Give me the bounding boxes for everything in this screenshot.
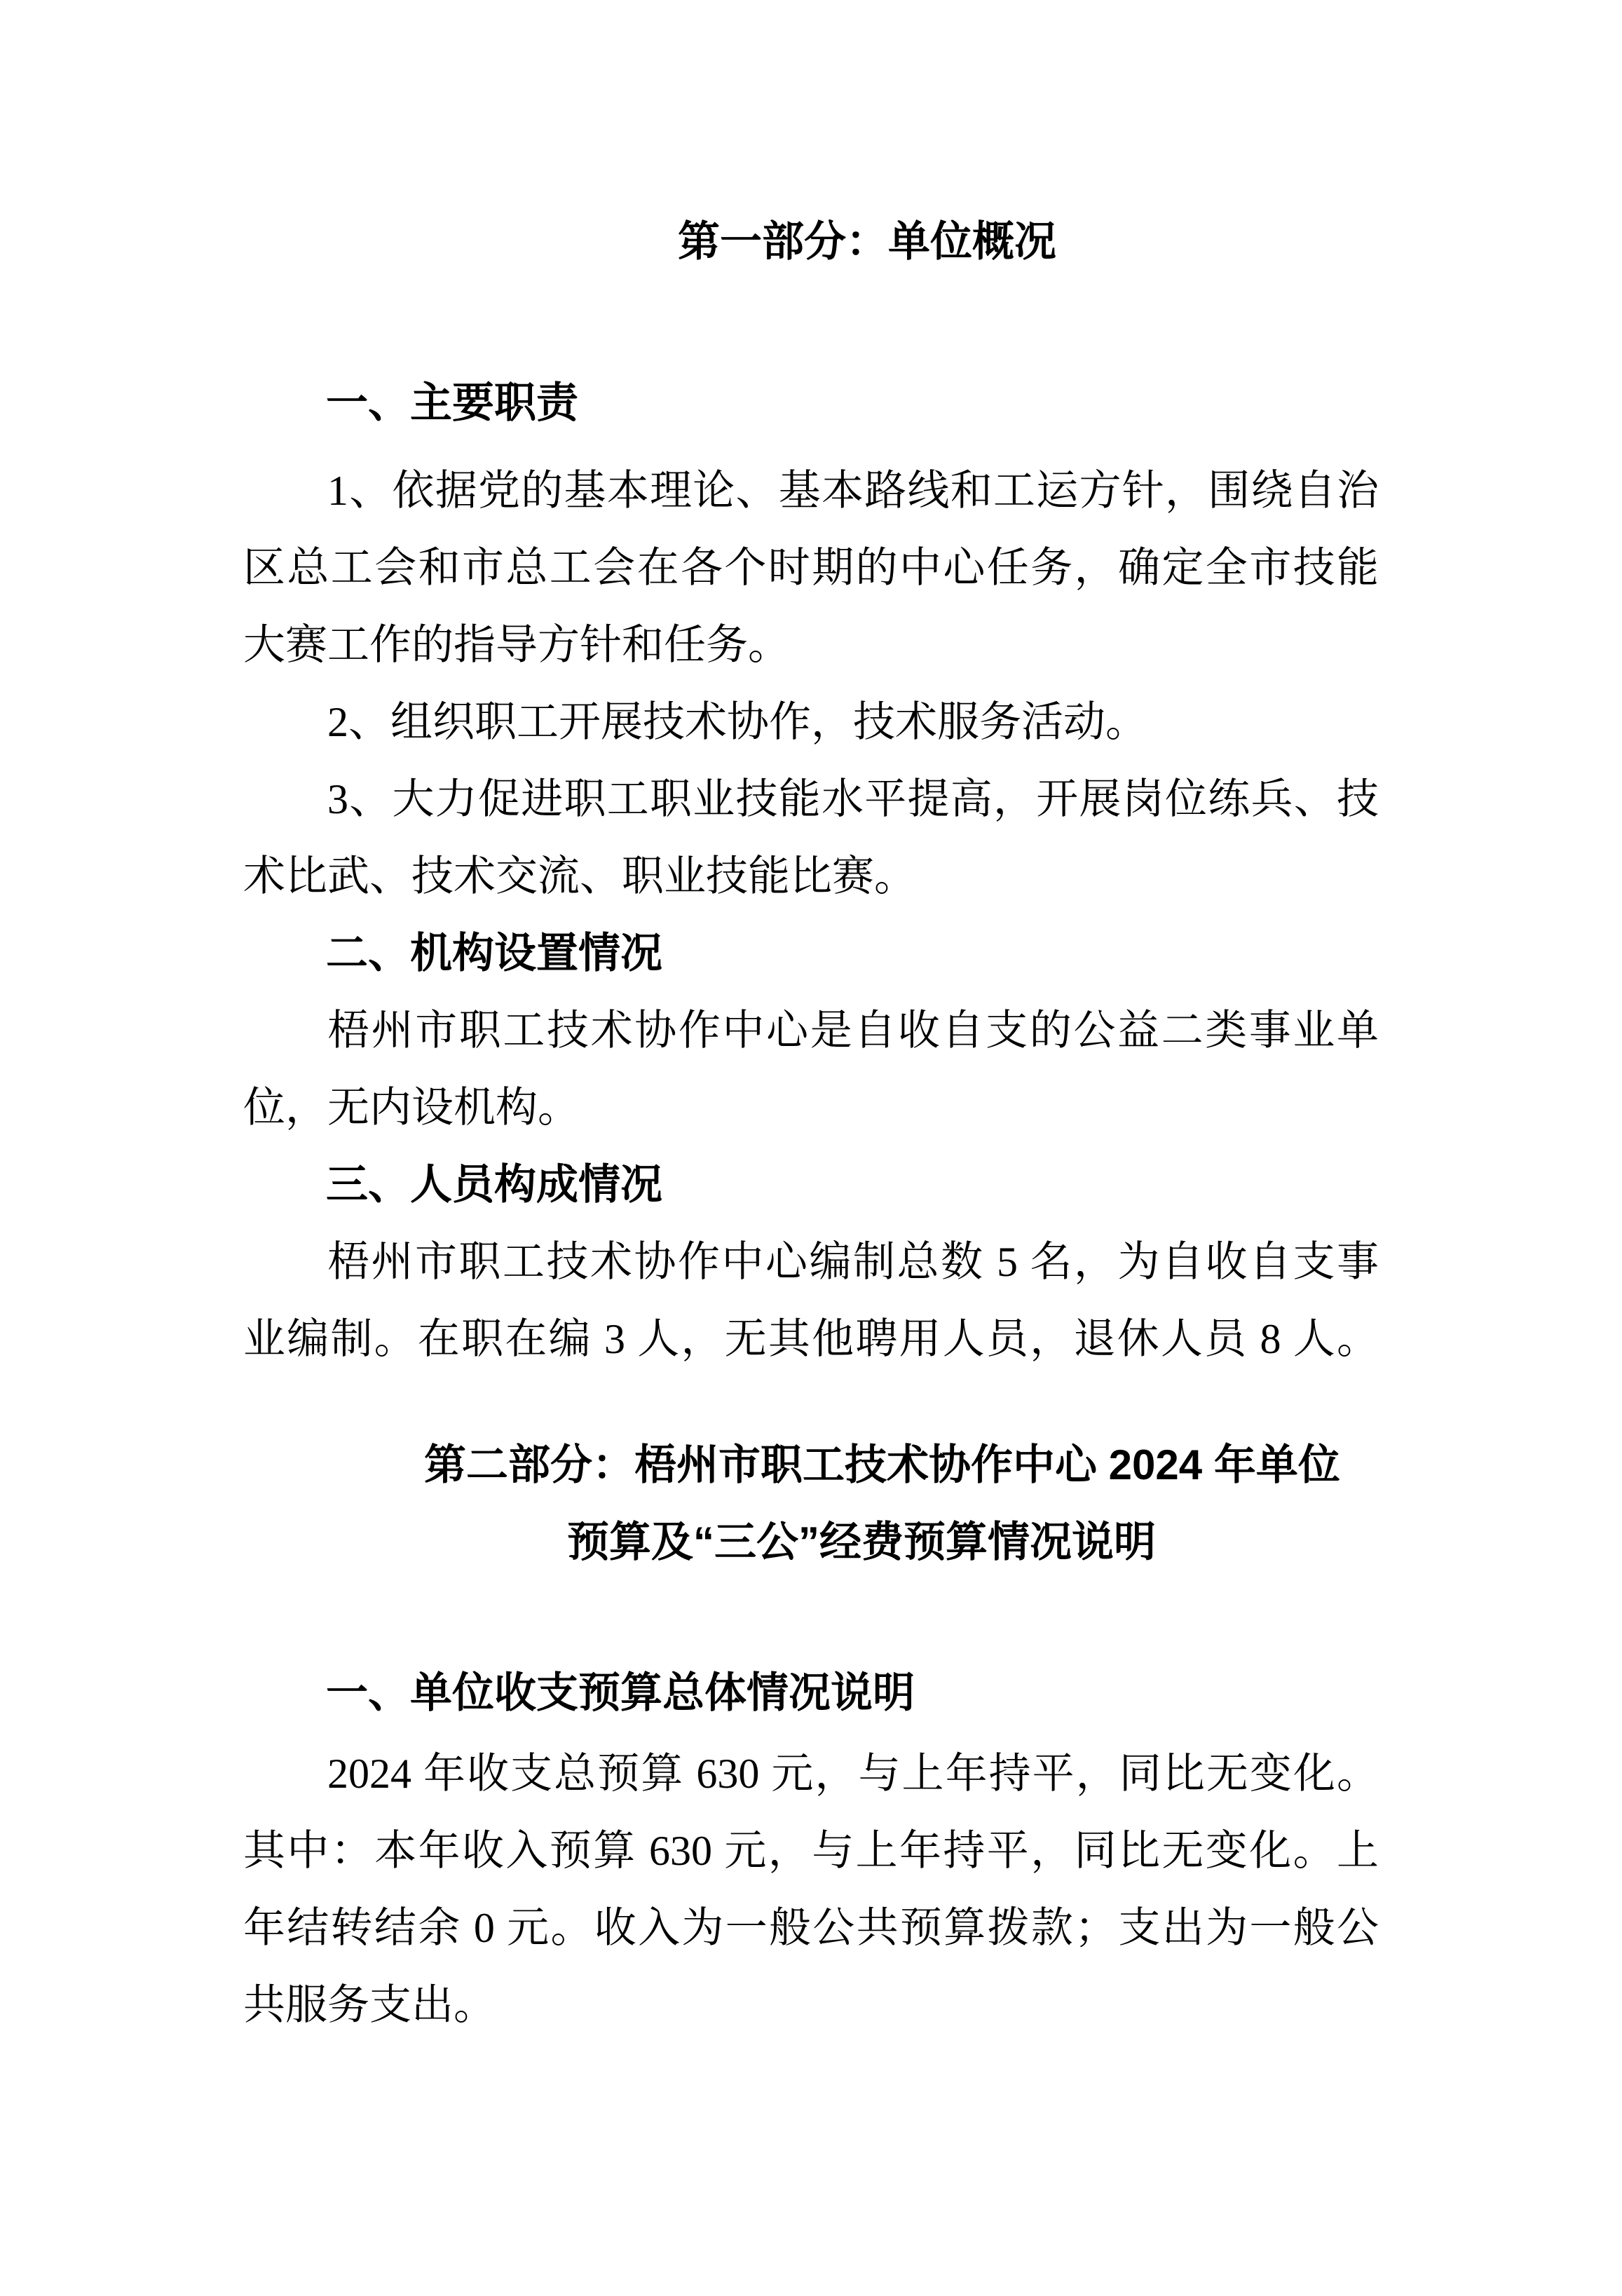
text-line: 位，无内设机构。 (243, 1085, 580, 1131)
text-line: 2、组织职工开展技术协作，技术服务活动。 (327, 699, 1147, 745)
text-line: 1、依据党的基本理论、基本路线和工运方针，围绕自治 (327, 468, 1379, 514)
part1-title: 第一部分：单位概况 (678, 218, 1056, 265)
text-line: 3、大力促进职工职业技能水平提高，开展岗位练兵、技 (327, 776, 1379, 822)
part1-heading-staff: 三、人员构成情况 (326, 1161, 662, 1208)
part2-title (243, 1427, 1379, 1581)
paragraph-budget-overview (243, 1735, 1379, 2044)
paragraph-duty-3 (243, 761, 1379, 915)
part1-heading-duties: 一、主要职责 (326, 379, 578, 426)
text-line: 2024 年收支总预算 630 元，与上年持平，同比无变化。 (327, 1751, 1379, 1797)
part2-title-line-1: 第二部分：梧州市职工技术协作中心 2024 年单位 (424, 1441, 1340, 1488)
text-line: 梧州市职工技术协作中心编制总数 5 名，为自收自支事 (327, 1239, 1379, 1285)
paragraph-organization (243, 992, 1379, 1146)
part2-heading-budget-overview: 一、单位收支预算总体情况说明 (326, 1669, 915, 1716)
part2-title-line-2: 预算及“三公”经费预算情况说明 (567, 1519, 1156, 1565)
paragraph-staff (243, 1223, 1379, 1378)
paragraph-duty-2 (243, 684, 1379, 761)
text-line: 业编制。在职在编 3 人，无其他聘用人员，退休人员 8 人。 (243, 1316, 1379, 1362)
text-line: 区总工会和市总工会在各个时期的中心任务，确定全市技能 (243, 545, 1379, 591)
text-line: 其中：本年收入预算 630 元，与上年持平，同比无变化。上 (243, 1828, 1379, 1874)
text-line: 年结转结余 0 元。收入为一般公共预算拨款；支出为一般公 (243, 1905, 1379, 1951)
paragraph-duty-1 (243, 452, 1379, 684)
text-line: 梧州市职工技术协作中心是自收自支的公益二类事业单 (327, 1007, 1379, 1054)
text-line: 大赛工作的指导方针和任务。 (243, 622, 790, 668)
part1-heading-organization: 二、机构设置情况 (326, 930, 662, 977)
text-line: 共服务支出。 (243, 1982, 496, 2028)
text-line: 术比武、技术交流、职业技能比赛。 (243, 853, 916, 899)
